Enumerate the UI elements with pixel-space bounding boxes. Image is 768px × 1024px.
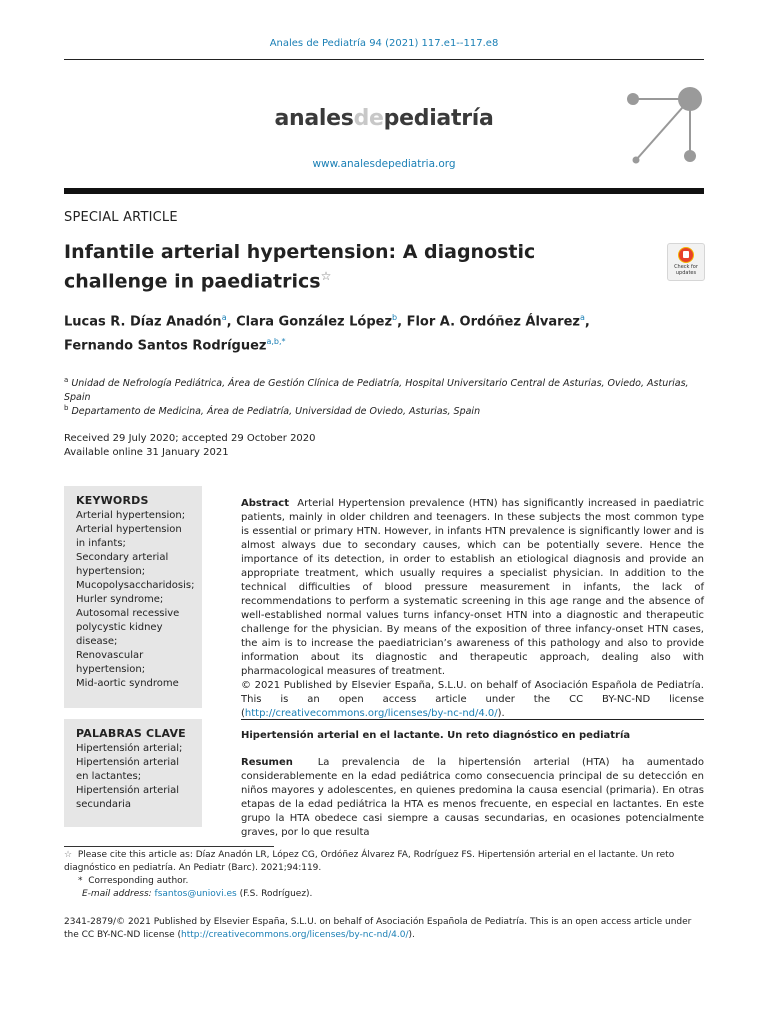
keyword-line: disease;	[76, 636, 118, 647]
citation-text: Please cite this article as: Díaz Anadón LR, López CG, Ordóñez Álvarez FA, Rodríguez FS. Hipertensión arterial en el lactante. Un reto diagnóstico en pediatría. An Pediatr (Barc). 2021;94:119.	[64, 850, 675, 873]
logo-part-pediatria: pediatría	[383, 106, 494, 131]
logo-part-de: de	[353, 106, 384, 131]
received-accepted-dates: Received 29 July 2020; accepted 29 October 2020	[64, 433, 316, 444]
keyword-line: secundaria	[76, 799, 132, 810]
section-divider	[241, 719, 704, 720]
bookmark-icon	[678, 247, 694, 263]
corresponding-text: Corresponding author.	[88, 876, 189, 886]
copyright-text: 2341-2879/© 2021 Published by Elsevier España, S.L.U. on behalf of Asociación Española de Pediatría. This is an open access article under the CC BY-NC-ND license (	[64, 917, 692, 940]
author-name: Flor A. Ordóñez Álvarez	[406, 314, 580, 330]
journal-reference[interactable]: Anales de Pediatría 94 (2021) 117.e1--117.e8	[269, 38, 499, 49]
resumen-label: Resumen	[241, 757, 293, 768]
keyword-line: Autosomal recessive	[76, 608, 180, 619]
check-for-updates-badge[interactable]	[667, 243, 705, 281]
keywords-heading: KEYWORDS	[76, 494, 149, 507]
keyword-line: Arterial hypertension;	[76, 510, 186, 521]
resumen	[241, 756, 704, 840]
palabras-clave-heading: PALABRAS CLAVE	[76, 727, 186, 740]
keywords-box	[64, 486, 202, 708]
corresponding-mark: *	[78, 876, 83, 886]
author-affiliation-mark[interactable]: a	[221, 313, 227, 322]
abstract-label: Abstract	[241, 498, 290, 509]
logo-part-anales: anales	[274, 106, 354, 131]
author-separator: ,	[226, 314, 237, 330]
title-footnote-star[interactable]: ☆	[320, 269, 332, 283]
author-separator: ,	[397, 314, 407, 330]
palabras-clave-box	[64, 719, 202, 827]
spanish-title: Hipertensión arterial en el lactante. Un reto diagnóstico en pediatría	[241, 730, 631, 741]
copyright-end: ).	[408, 930, 415, 940]
author-affiliation-mark[interactable]: a,b,*	[266, 337, 286, 347]
resumen-text: La prevalencia de la hipertensión arterial (HTA) ha aumentado considerablemente en la edad pediátrica como consecuencia principal de su detección en niños mayores y adolescentes, en quienes predomina la causa esencial (primaria). En otras etapas de la edad pediátrica la HTA es menos frecuente, en especial en lactantes. En este grupo la HTA obedece casi siempre a causas secundarias, en ocasiones potencialmente graves, por lo que resulta	[241, 757, 704, 838]
corresponding-author-note	[64, 875, 704, 888]
author-name: Lucas R. Díaz Anadón	[64, 314, 222, 330]
keyword-line: hypertension;	[76, 566, 146, 577]
author-list	[64, 308, 684, 357]
footnotes	[64, 849, 704, 901]
affiliation-text: Departamento de Medicina, Área de Pediatría, Universidad de Oviedo, Asturias, Spain	[71, 406, 481, 418]
online-date: Available online 31 January 2021	[64, 447, 229, 458]
email-note	[64, 888, 704, 901]
keyword-line: Hipertensión arterial	[76, 757, 180, 768]
author-name: Fernando Santos Rodríguez	[64, 338, 267, 354]
abstract-copyright-end: ).	[497, 708, 505, 719]
copyright-footer	[64, 916, 704, 942]
abstract	[241, 497, 704, 721]
author-affiliation-mark[interactable]: b	[392, 313, 398, 322]
affiliation-b	[64, 401, 704, 419]
keyword-line: Hipertensión arterial;	[76, 743, 183, 754]
footnote-rule	[64, 846, 274, 847]
keyword-line: Renovascular	[76, 650, 144, 661]
article-title-text: Infantile arterial hypertension: A diagnostic challenge in paediatrics	[64, 241, 536, 293]
affiliation-text: Unidad de Nefrología Pediátrica, Área de Gestión Clínica de Pediatría, Hospital Universitario Central de Asturias, Oviedo, Asturias, Spain	[64, 378, 689, 404]
masthead-rule	[64, 188, 704, 194]
author-name: Clara González López	[236, 314, 393, 330]
abstract-text: Arterial Hypertension prevalence (HTN) has significantly increased in paediatric patients, mainly in older children and teenagers. In these subjects the most common type is essential or primary HTN. However, in infants HTN prevalence is significantly lower and is almost always due to secondary causes, which can be potentially severe. Hence the importance of its detection, in order to establish an etiological diagnosis and provide an appropriate treatment, which usually requires a specialist physician. In addition to the technical difficulties of blood pressure measurement in infants, the lack of recommendations to perform a systematic screening in this age range and the absence of well-established normal values turns infancy-onset HTN into a diagnostic and therapeutic challenge for the physician. By means of the exposition of three infancy-onset HTN cases, the aim is to increase the paediatrician’s awareness of this pathology and also to provide information about its diagnostic and therapeutic approach, dealing also with pharmacological measures of treatment.	[241, 498, 704, 677]
article-title	[64, 240, 624, 293]
email-link[interactable]: fsantos@uniovi.es	[154, 889, 237, 899]
keyword-line: Hipertensión arterial	[76, 785, 180, 796]
author-separator: ,	[584, 314, 590, 330]
article-type: SPECIAL ARTICLE	[64, 210, 178, 225]
keyword-line: Hurler syndrome;	[76, 594, 164, 605]
keyword-line: Secondary arterial	[76, 552, 169, 563]
keyword-line: hypertension;	[76, 664, 146, 675]
check-for-updates-label: Check for updates	[674, 264, 698, 276]
keyword-line: Arterial hypertension	[76, 524, 182, 535]
email-owner: (F.S. Rodríguez).	[239, 889, 313, 899]
footer-license-link[interactable]: http://creativecommons.org/licenses/by-nc-nd/4.0/	[181, 930, 409, 940]
keyword-line: en lactantes;	[76, 771, 142, 782]
author-affiliation-mark[interactable]: a	[579, 313, 585, 322]
header-divider	[64, 59, 704, 60]
keyword-line: Mucopolysaccharidosis;	[76, 580, 195, 591]
affiliation-mark: b	[64, 404, 69, 412]
footnote-star: ☆	[64, 850, 73, 860]
keyword-line: polycystic kidney	[76, 622, 163, 633]
keyword-line: Mid-aortic syndrome	[76, 678, 179, 689]
abstract-copyright: © 2021 Published by Elsevier España, S.L.U. on behalf of Asociación Española de Pediatría. This is an open access article under the CC BY-NC-ND license (	[241, 680, 704, 719]
citation-footnote	[64, 849, 704, 875]
journal-website-link[interactable]: www.analesdepediatria.org	[312, 158, 456, 170]
keyword-line: in infants;	[76, 538, 126, 549]
license-link[interactable]: http://creativecommons.org/licenses/by-nc-nd/4.0/	[244, 708, 498, 719]
affiliation-mark: a	[64, 376, 69, 384]
email-label: E-mail address:	[82, 889, 152, 899]
